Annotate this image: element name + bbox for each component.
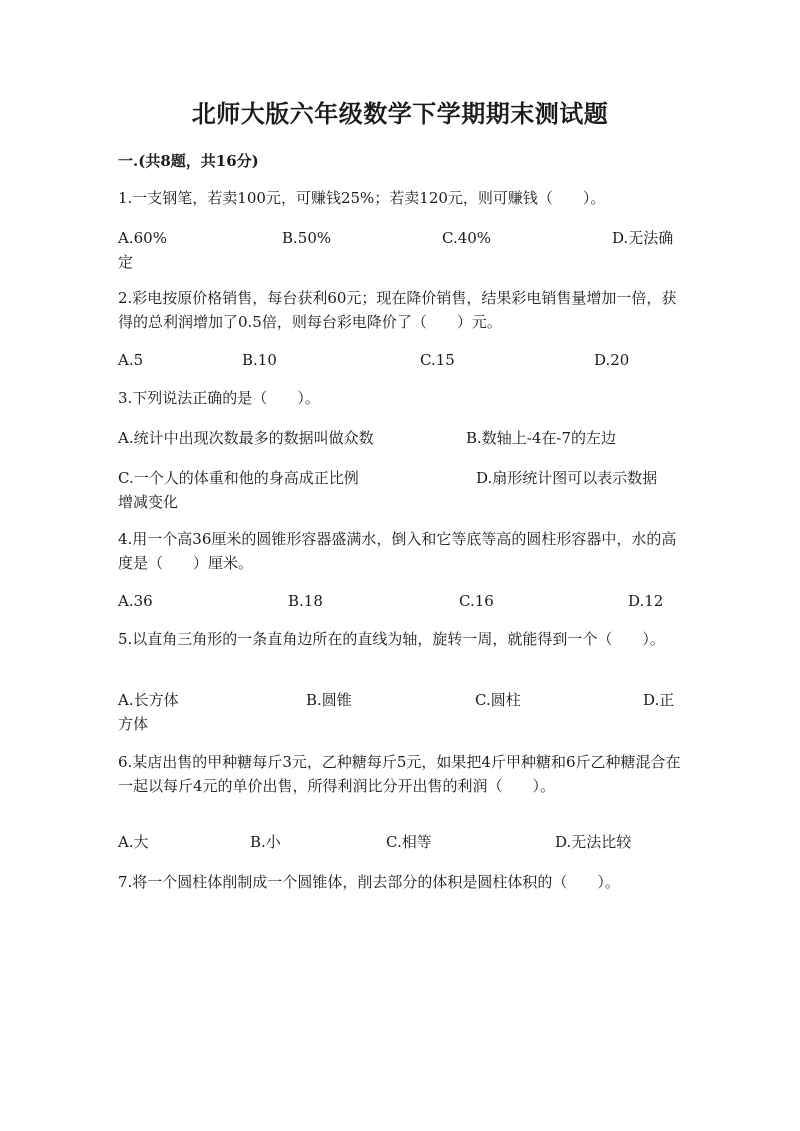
option-c: C.15 [420,351,455,369]
option-d: D.无法确 [612,229,674,247]
option-d: D.12 [628,592,664,610]
section-heading: 一.(共8题，共16分) [118,152,259,170]
option-d: D.20 [594,351,630,369]
option-d-wrap: 方体 [118,715,149,733]
option-a: A.长方体 [118,691,179,709]
option-a: A.36 [118,592,153,610]
question-4-stem: 4.用一个高36厘米的圆锥形容器盛满水，倒入和它等底等高的圆柱形容器中，水的高度是（ ）厘米。 [118,530,677,572]
option-b: B.小 [250,833,281,851]
question-2-stem: 2.彩电按原价格销售，每台获利60元；现在降价销售，结果彩电销售量增加一倍，获得的总利润增加了0.5倍，则每台彩电降价了（ ）元。 [118,289,677,331]
question-3-options-row1 [118,426,688,450]
option-c: C.相等 [386,833,432,851]
option-a: A.大 [118,833,149,851]
option-a: A.统计中出现次数最多的数据叫做众数 [118,429,374,447]
question-1-options [118,226,688,274]
question-1-stem: 1.一支钢笔，若卖100元，可赚钱25%；若卖120元，则可赚钱（ ）。 [118,189,606,207]
option-a: A.5 [118,351,144,369]
question-7-stem: 7.将一个圆柱体削制成一个圆锥体，削去部分的体积是圆柱体积的（ ）。 [118,873,620,891]
option-b: B.18 [288,592,323,610]
question-3-stem: 3.下列说法正确的是（ ）。 [118,389,320,407]
option-c: C.一个人的体重和他的身高成正比例 [118,469,359,487]
option-d: D.正 [643,691,675,709]
page-title: 北师大版六年级数学下学期期末测试题 [191,99,609,128]
option-a: A.60% [118,229,167,247]
question-6-stem: 6.某店出售的甲种糖每斤3元，乙种糖每斤5元，如果把4斤甲种糖和6斤乙种糖混合在一起以每斤4元的单价出售，所得利润比分开出售的利润（ ）。 [118,753,681,795]
option-d-wrap: 定 [118,253,134,271]
question-5-stem: 5.以直角三角形的一条直角边所在的直线为轴，旋转一周，就能得到一个（ ）。 [118,630,665,648]
option-b: B.圆锥 [306,691,352,709]
option-d-wrap: 增减变化 [118,493,179,511]
option-c: C.40% [442,229,492,247]
option-d: D.扇形统计图可以表示数据 [476,469,658,487]
option-b: B.50% [282,229,332,247]
question-5-options [118,688,688,736]
option-d: D.无法比较 [555,833,632,851]
option-b: B.10 [242,351,277,369]
option-c: C.16 [459,592,494,610]
option-b: B.数轴上-4在-7的左边 [466,429,617,447]
question-3-options-row2 [118,466,688,514]
option-c: C.圆柱 [475,691,521,709]
